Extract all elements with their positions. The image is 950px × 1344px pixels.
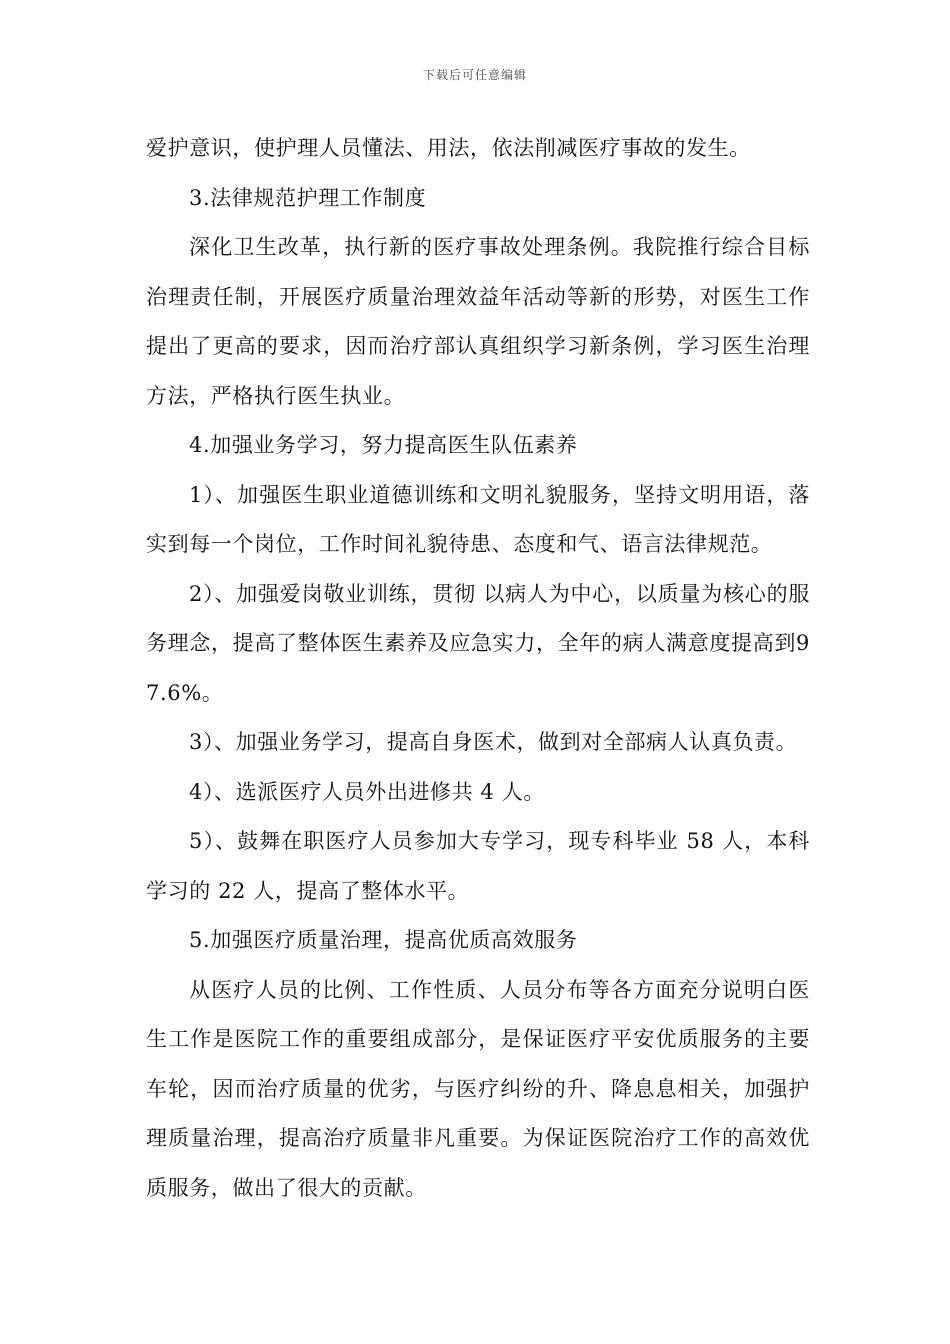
- list-item-5: 5）、鼓舞在职医疗人员参加大专学习，现专科毕业 58 人，本科学习的 22 人，提高了整体水平。: [146, 829, 810, 903]
- section-heading-3: 3.法律规范护理工作制度: [189, 185, 427, 210]
- document-body: [146, 124, 810, 1213]
- list-item-1: 1）、加强医生职业道德训练和文明礼貌服务，坚持文明用语，落实到每一个岗位，工作时间礼貌待患、态度和气、语言法律规范。: [146, 482, 810, 556]
- list-item-4: 4）、选派医疗人员外出进修共 4 人。: [189, 779, 545, 804]
- section-heading-4: 4.加强业务学习，努力提高医生队伍素养: [189, 433, 578, 457]
- paragraph-3: 从医疗人员的比例、工作性质、人员分布等各方面充分说明白医生工作是医院工作的重要组成部分，是保证医疗平安优质服务的主要车轮，因而治疗质量的优劣，与医疗纠纷的升、降息息相关，加强护理质量治理，提高治疗质量非凡重要。为保证医院治疗工作的高效优质服务，做出了很大的贡献。: [146, 977, 810, 1200]
- section-heading-5: 5.加强医疗质量治理，提高优质高效服务: [189, 928, 578, 952]
- list-item-2: 2）、加强爱岗敬业训练，贯彻 以病人为中心，以质量为核心的服务理念，提高了整体医生素养及应急实力，全年的病人满意度提高到97.6%。: [146, 581, 810, 705]
- page-header: 下载后可任意编辑: [422, 68, 527, 82]
- list-item-3: 3）、加强业务学习，提高自身医术，做到对全部病人认真负责。: [189, 730, 798, 754]
- paragraph-1: 爱护意识，使护理人员懂法、用法，依法削减医疗事故的发生。: [146, 136, 751, 160]
- paragraph-2: 深化卫生改革，执行新的医疗事故处理条例。我院推行综合目标治理责任制，开展医疗质量治理效益年活动等新的形势，对医生工作提出了更高的要求，因而治疗部认真组织学习新条例，学习医生治理方法，严格执行医生执业。: [146, 235, 810, 408]
